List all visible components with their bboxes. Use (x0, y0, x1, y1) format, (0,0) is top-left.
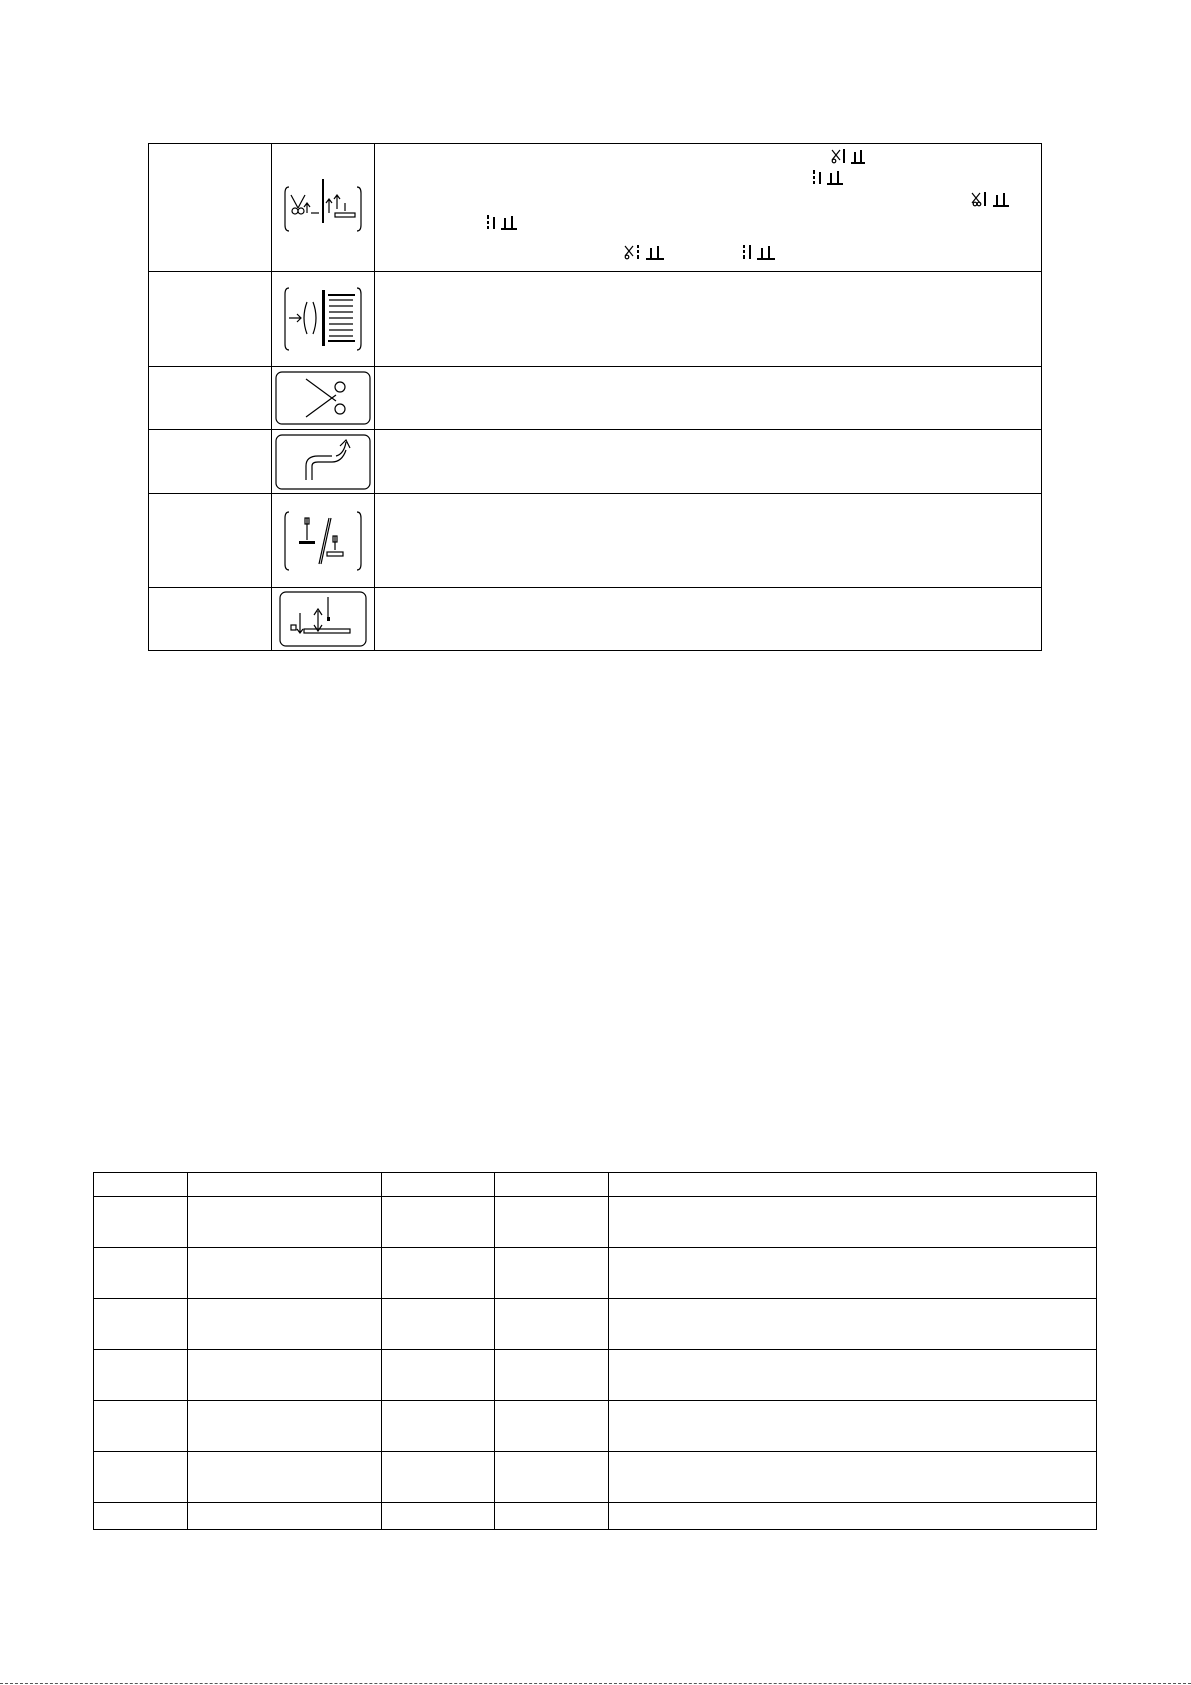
dotted-no-trim-lift-symbol (741, 244, 777, 260)
trim-then-lift-symbol (831, 148, 867, 164)
function-description-cell (375, 494, 1042, 588)
table-header-cell (495, 1173, 609, 1197)
table-row (94, 1350, 1097, 1401)
table-cell (188, 1248, 382, 1299)
table-cell (495, 1299, 609, 1350)
table-cell (382, 1452, 495, 1503)
function-name-cell (149, 430, 272, 494)
table-cell (609, 1299, 1097, 1350)
thread-trim-foot-lift-key-icon (283, 173, 363, 243)
function-description-cell (375, 272, 1042, 367)
table-cell (609, 1197, 1097, 1248)
table-row (94, 1452, 1097, 1503)
fabric-thickness-key-icon (283, 284, 363, 354)
function-row (149, 144, 1042, 272)
function-description-cell (375, 430, 1042, 494)
function-name-cell (149, 588, 272, 651)
table-cell (495, 1350, 609, 1401)
table-cell (188, 1197, 382, 1248)
table-row (94, 1503, 1097, 1530)
table-cell (609, 1503, 1097, 1530)
table-cell (495, 1452, 609, 1503)
table-cell (94, 1197, 188, 1248)
table-row (94, 1248, 1097, 1299)
table-row (94, 1401, 1097, 1452)
no-trim-lift-symbol (811, 169, 845, 185)
function-icon-cell (272, 430, 375, 494)
table-cell (94, 1452, 188, 1503)
thread-trimmer-scissors-key-icon (274, 369, 372, 427)
function-row (149, 272, 1042, 367)
function-description-cell (375, 144, 1042, 272)
function-row (149, 588, 1042, 651)
table-cell (188, 1299, 382, 1350)
table-cell (382, 1248, 495, 1299)
table-cell (94, 1401, 188, 1452)
function-name-cell (149, 272, 272, 367)
table-header-cell (94, 1173, 188, 1197)
function-icon-cell (272, 272, 375, 367)
function-icon-cell (272, 588, 375, 651)
reverse-curve-arrow-key-icon (274, 432, 372, 492)
table-cell (609, 1452, 1097, 1503)
table-cell (188, 1401, 382, 1452)
table-cell (382, 1350, 495, 1401)
table-cell (609, 1401, 1097, 1452)
function-description-cell (375, 588, 1042, 651)
table-header-cell (188, 1173, 382, 1197)
table-cell (495, 1197, 609, 1248)
table-header-row (94, 1173, 1097, 1197)
page-bottom-divider (0, 1683, 1191, 1684)
trim-dotted-lift-symbol (624, 244, 666, 260)
table-row (94, 1299, 1097, 1350)
function-name-cell (149, 367, 272, 430)
table-cell (495, 1401, 609, 1452)
table-cell (188, 1503, 382, 1530)
table-cell (94, 1350, 188, 1401)
table-cell (382, 1299, 495, 1350)
table-cell (94, 1503, 188, 1530)
function-name-cell (149, 144, 272, 272)
function-row (149, 367, 1042, 430)
table-cell (188, 1350, 382, 1401)
table-cell (94, 1248, 188, 1299)
function-icon-cell (272, 144, 375, 272)
trim-then-lift-symbol (971, 191, 1011, 207)
table-cell (609, 1248, 1097, 1299)
table-cell (94, 1299, 188, 1350)
function-row (149, 430, 1042, 494)
table-cell (382, 1401, 495, 1452)
function-description-cell (375, 367, 1042, 430)
function-row (149, 494, 1042, 588)
table-cell (609, 1350, 1097, 1401)
needle-position-key-icon (283, 506, 363, 576)
function-icon-cell (272, 367, 375, 430)
table-cell (495, 1503, 609, 1530)
presser-foot-height-key-icon (278, 589, 368, 649)
table-cell (382, 1197, 495, 1248)
function-icon-cell (272, 494, 375, 588)
no-trim-lift-symbol (485, 214, 519, 230)
parameter-table (93, 1172, 1097, 1530)
table-row (94, 1197, 1097, 1248)
function-name-cell (149, 494, 272, 588)
table-cell (495, 1248, 609, 1299)
table-header-cell (382, 1173, 495, 1197)
table-cell (188, 1452, 382, 1503)
function-key-table (148, 143, 1042, 651)
table-header-cell (609, 1173, 1097, 1197)
table-cell (382, 1503, 495, 1530)
